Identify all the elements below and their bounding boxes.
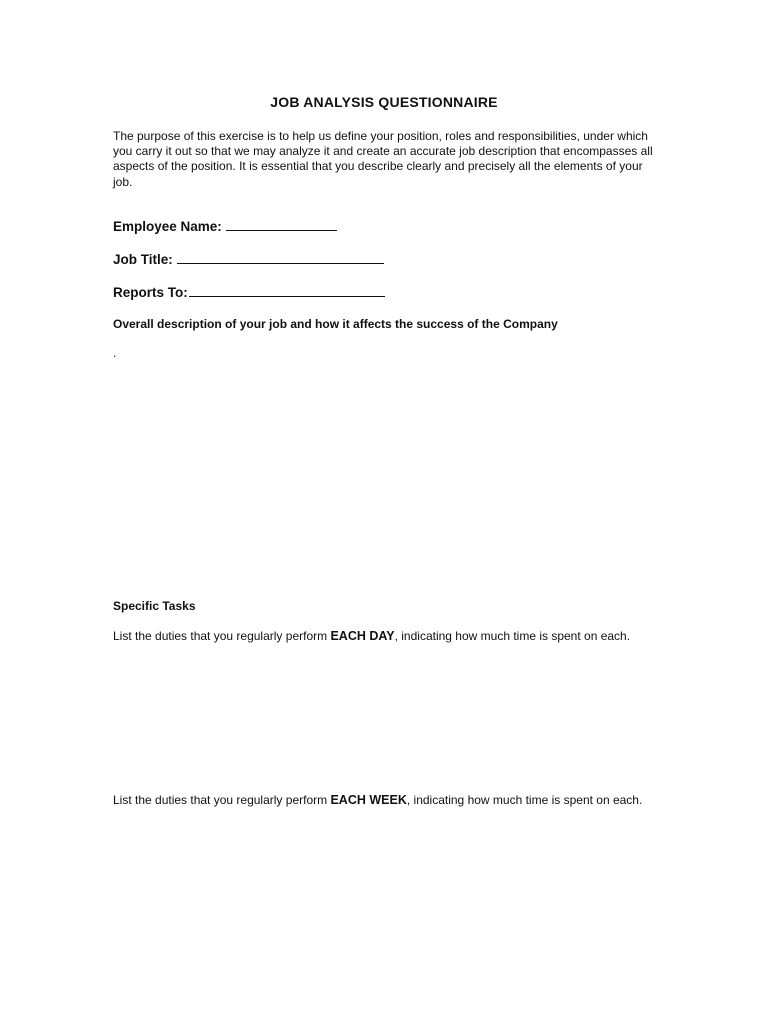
daily-text-after: , indicating how much time is spent on each. [394,629,631,643]
employee-name-label: Employee Name: [113,219,222,234]
weekly-emphasis: EACH WEEK [330,793,407,807]
weekly-text-before: List the duties that you regularly perform [113,793,331,807]
document-title: JOB ANALYSIS QUESTIONNAIRE [270,94,498,110]
job-title-field [113,251,384,267]
reports-to-field [113,284,385,300]
daily-duties-instruction [113,629,658,644]
intro-paragraph: The purpose of this exercise is to help us define your position, roles and responsibilities, under which you carry it out so that we may analyze it and create an accurate job description that encompasses all aspects of the position. It is essential that you describe clearly and precisely all the elements of your job. [113,129,653,189]
daily-emphasis: EACH DAY [330,629,395,643]
overall-description-mark: . [113,346,117,360]
employee-name-field [113,218,337,234]
overall-description-heading: Overall description of your job and how it affects the success of the Company [113,317,558,331]
employee-name-blank-line [226,218,337,231]
weekly-text-after: , indicating how much time is spent on each. [406,793,643,807]
job-title-label: Job Title: [113,252,173,267]
specific-tasks-heading: Specific Tasks [113,599,196,613]
daily-text-before: List the duties that you regularly perform [113,629,331,643]
job-title-blank-line [177,251,384,264]
reports-to-blank-line [189,284,385,297]
weekly-duties-instruction [113,793,658,808]
reports-to-label: Reports To: [113,285,188,300]
